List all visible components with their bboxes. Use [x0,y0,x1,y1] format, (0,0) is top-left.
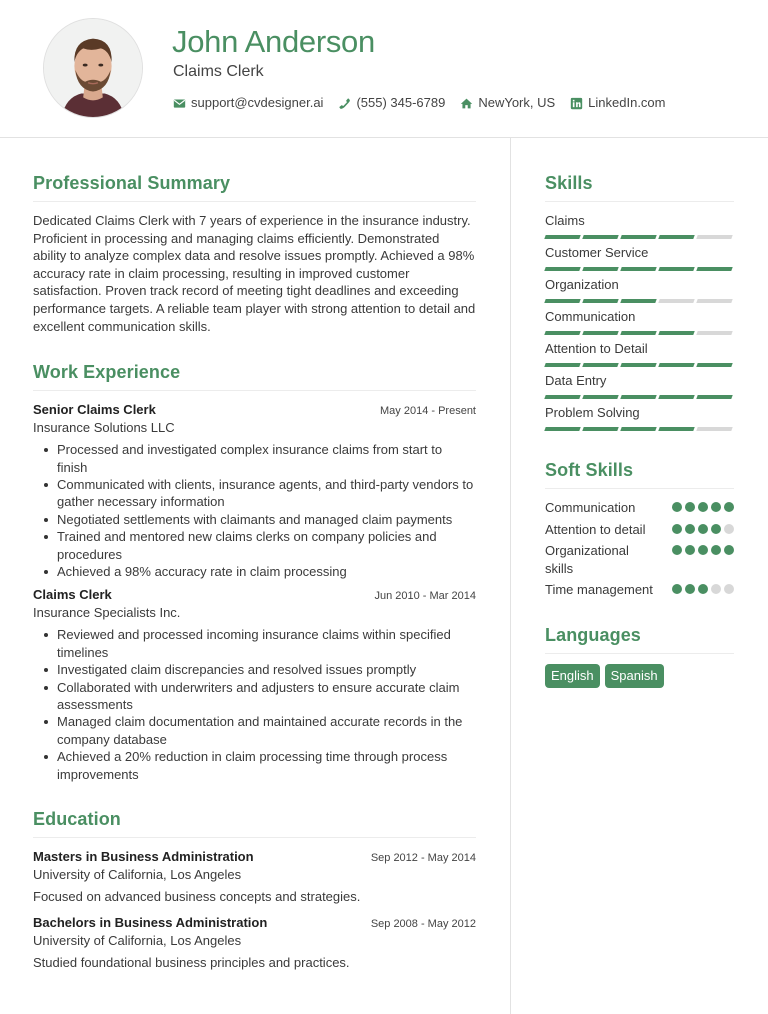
soft-skills-list [545,499,734,599]
sidebar-column [545,138,734,688]
envelope-icon [173,97,186,110]
rating-dot-icon [672,502,682,512]
skill-bar-segment [620,299,656,303]
main-column [33,138,476,980]
skill-bar-segment [696,427,732,431]
rating-dot-icon [698,584,708,594]
job-bullets [33,626,476,783]
education-entry [33,848,476,906]
languages-section [545,623,734,688]
skill-level-bar [545,266,734,272]
skill-name: Data Entry [545,373,607,388]
skill-bar-segment [696,235,732,239]
skill-level-bar [545,426,734,432]
soft-skill-name: Time management [545,582,653,597]
job-date: May 2014 - Present [380,405,476,418]
soft-skill-item [545,581,734,599]
language-tag: Spanish [605,664,664,688]
skill-bar-segment [582,235,618,239]
contact-phone[interactable] [338,94,445,112]
rating-dot-icon [685,584,695,594]
job-date: Jun 2010 - Mar 2014 [374,590,476,603]
soft-skill-name: Communication [545,500,636,515]
job-bullet: Negotiated settlements with claimants and managed claim payments [41,511,476,528]
column-divider [510,138,511,1014]
phone-icon [338,97,351,110]
education-section [33,807,476,972]
skill-bar-segment [544,235,580,239]
skills-section [545,171,734,432]
language-tag: English [545,664,600,688]
languages-list [545,664,734,688]
skill-item [545,276,734,304]
skill-level-bar [545,394,734,400]
rating-dot-icon [711,545,721,555]
rating-dot-icon [685,524,695,534]
skill-item [545,372,734,400]
skill-name: Attention to Detail [545,341,648,356]
skills-list [545,212,734,432]
rating-dot-icon [672,545,682,555]
languages-heading: Languages [545,623,734,654]
rating-dot-icon [724,524,734,534]
profile-photo [44,19,142,117]
contact-list [173,94,681,112]
job-title: Senior Claims Clerk [33,402,156,418]
skill-bar-segment [696,267,732,271]
resume-header [0,0,768,138]
job-bullet: Achieved a 20% reduction in claim processing time through process improvements [41,748,476,783]
skill-bar-segment [620,235,656,239]
soft-skill-name: Organizational skills [545,543,629,576]
job-company: Insurance Solutions LLC [33,420,175,436]
skill-bar-segment [658,427,694,431]
skill-bar-segment [544,427,580,431]
skill-name: Claims [545,213,585,228]
skill-bar-segment [620,427,656,431]
linkedin-icon [570,97,583,110]
home-icon [460,97,473,110]
soft-skills-section [545,458,734,599]
soft-skill-item [545,499,734,517]
education-description: Focused on advanced business concepts and strategies. [33,889,361,905]
summary-section [33,171,476,335]
soft-skill-item [545,542,734,577]
rating-dot-icon [672,584,682,594]
experience-heading: Work Experience [33,360,476,391]
rating-dot-icon [724,584,734,594]
candidate-name: John Anderson [172,24,375,59]
skill-name: Customer Service [545,245,649,260]
skill-bar-segment [582,331,618,335]
soft-skill-name: Attention to detail [545,521,646,537]
skill-bar-segment [620,363,656,367]
skill-bar-segment [620,395,656,399]
skill-item [545,404,734,432]
rating-dot-icon [685,502,695,512]
education-entry [33,914,476,972]
job-company: Insurance Specialists Inc. [33,605,181,621]
skill-bar-segment [658,235,694,239]
skill-bar-segment [658,363,694,367]
job-bullets [33,441,476,580]
education-date: Sep 2012 - May 2014 [370,852,476,865]
skills-heading: Skills [545,171,734,202]
rating-dot-icon [698,524,708,534]
job-entry [33,586,476,783]
job-bullet: Investigated claim discrepancies and resolved issues promptly [41,661,476,678]
skill-item [545,244,734,272]
job-bullet: Achieved a 98% accuracy rate in claim processing [41,563,476,580]
skill-bar-segment [544,395,580,399]
skill-bar-segment [658,331,694,335]
contact-location-text: NewYork, US [478,95,556,110]
contact-email-text: support@cvdesigner.ai [191,95,324,110]
candidate-title: Claims Clerk [173,63,264,80]
skill-name: Problem Solving [545,405,640,420]
job-entry [33,401,476,580]
school-name: University of California, Los Angeles [33,867,242,883]
skill-bar-segment [544,331,580,335]
skill-name: Organization [545,277,619,292]
job-bullet: Reviewed and processed incoming insurance claims within specified timelines [41,626,476,661]
skill-bar-segment [544,299,580,303]
skill-bar-segment [658,395,694,399]
job-bullet: Communicated with clients, insurance agents, and third-party vendors to gather necessary information [41,476,476,511]
soft-skill-rating [672,499,734,517]
degree-title: Bachelors in Business Administration [33,915,268,931]
skill-bar-segment [582,299,618,303]
skill-bar-segment [544,363,580,367]
soft-skill-rating [672,581,734,599]
rating-dot-icon [685,545,695,555]
skill-item [545,308,734,336]
job-bullet: Processed and investigated complex insurance claims from start to finish [41,441,476,476]
skill-level-bar [545,362,734,368]
rating-dot-icon [698,545,708,555]
education-date: Sep 2008 - May 2012 [370,918,476,931]
school-name: University of California, Los Angeles [33,933,242,949]
avatar [43,18,143,118]
job-title: Claims Clerk [33,587,112,603]
contact-linkedin[interactable] [570,94,665,112]
skill-bar-segment [620,331,656,335]
skill-bar-segment [620,267,656,271]
rating-dot-icon [711,524,721,534]
rating-dot-icon [672,524,682,534]
skill-bar-segment [696,331,732,335]
rating-dot-icon [711,502,721,512]
skill-bar-segment [582,427,618,431]
skill-name: Communication [545,309,636,324]
skill-bar-segment [582,267,618,271]
rating-dot-icon [711,584,721,594]
soft-skills-heading: Soft Skills [545,458,734,489]
skill-level-bar [545,330,734,336]
skill-bar-segment [696,395,732,399]
skill-item [545,212,734,240]
skill-bar-segment [658,299,694,303]
skill-bar-segment [544,267,580,271]
contact-linkedin-text: LinkedIn.com [588,95,666,110]
skill-item [545,340,734,368]
contact-phone-text: (555) 345-6789 [356,95,446,110]
summary-text: Dedicated Claims Clerk with 7 years of experience in the insurance industry. Proficient in processing and managing claims efficiently. Demonstrated ability to analyze complex data and resolve issues promptly. Achieved a 98% accuracy rate in claim processing, resulting in improved customer satisfaction. Proven track record of meeting tight deadlines and exceeding performance targets. A reliable team player with strong attention to detail and excellent communication skills. [33,213,476,334]
skill-bar-segment [658,267,694,271]
education-description: Studied foundational business principles and practices. [33,955,350,971]
degree-title: Masters in Business Administration [33,849,254,865]
rating-dot-icon [724,545,734,555]
soft-skill-rating [672,542,734,577]
summary-heading: Professional Summary [33,171,476,202]
skill-level-bar [545,234,734,240]
soft-skill-rating [672,521,734,539]
soft-skill-item [545,521,734,539]
job-bullet: Collaborated with underwriters and adjusters to ensure accurate claim assessments [41,679,476,714]
skill-level-bar [545,298,734,304]
contact-email[interactable] [173,94,323,112]
rating-dot-icon [724,502,734,512]
skill-bar-segment [696,363,732,367]
rating-dot-icon [698,502,708,512]
education-heading: Education [33,807,476,838]
job-bullet: Trained and mentored new claims clerks on company policies and procedures [41,528,476,563]
contact-location [460,94,555,112]
skill-bar-segment [696,299,732,303]
experience-section [33,360,476,783]
job-bullet: Managed claim documentation and maintained accurate records in the company database [41,713,476,748]
skill-bar-segment [582,363,618,367]
skill-bar-segment [582,395,618,399]
